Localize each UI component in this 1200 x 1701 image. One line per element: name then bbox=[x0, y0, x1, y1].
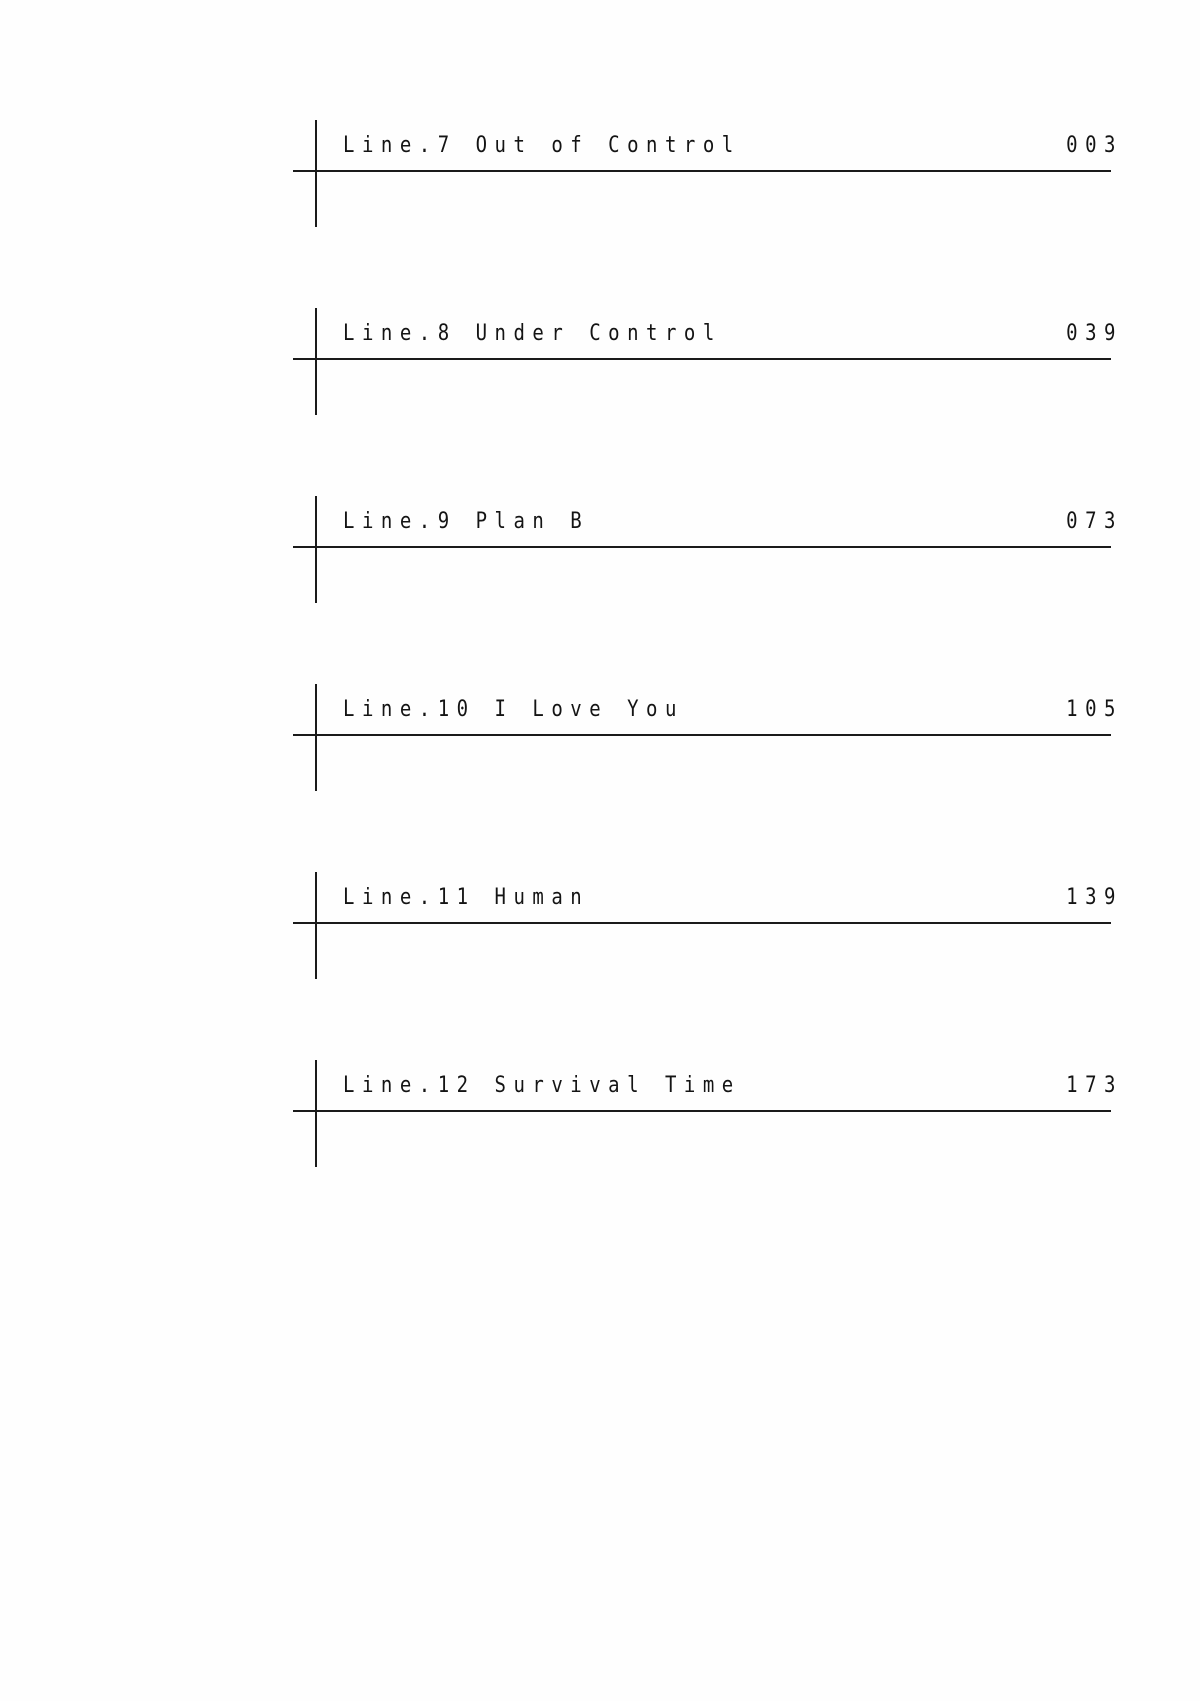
toc-entry-page-number: 139 bbox=[1066, 884, 1123, 910]
toc-entry-page-number: 105 bbox=[1066, 696, 1123, 722]
toc-entry-row bbox=[315, 1060, 1125, 1110]
toc-entry-title: Line.11 Human bbox=[343, 884, 590, 910]
toc-entry-title: Line.7 Out of Control bbox=[343, 132, 741, 158]
toc-entry-page-number: 173 bbox=[1066, 1072, 1123, 1098]
toc-entry-row bbox=[315, 684, 1125, 734]
toc-entry-page-number: 073 bbox=[1066, 508, 1123, 534]
entry-horizontal-rule bbox=[293, 170, 1111, 172]
toc-entry-row bbox=[315, 120, 1125, 170]
toc-entry-page-number: 003 bbox=[1066, 132, 1123, 158]
entry-horizontal-rule bbox=[293, 922, 1111, 924]
entry-horizontal-rule bbox=[293, 734, 1111, 736]
toc-entry-row bbox=[315, 872, 1125, 922]
entry-horizontal-rule bbox=[293, 358, 1111, 360]
toc-entry-title: Line.9 Plan B bbox=[343, 508, 590, 534]
toc-entry-row bbox=[315, 496, 1125, 546]
entry-horizontal-rule bbox=[293, 1110, 1111, 1112]
toc-entry-title: Line.8 Under Control bbox=[343, 320, 722, 346]
toc-entry[interactable] bbox=[315, 120, 1125, 308]
entry-horizontal-rule bbox=[293, 546, 1111, 548]
toc-entry[interactable] bbox=[315, 308, 1125, 496]
toc-entry[interactable] bbox=[315, 872, 1125, 1060]
toc-entry-row bbox=[315, 308, 1125, 358]
toc-entry-title: Line.10 I Love You bbox=[343, 696, 684, 722]
toc-entry-page-number: 039 bbox=[1066, 320, 1123, 346]
toc-entry[interactable] bbox=[315, 684, 1125, 872]
table-of-contents bbox=[315, 120, 1125, 1248]
toc-entry[interactable] bbox=[315, 1060, 1125, 1248]
toc-entry-title: Line.12 Survival Time bbox=[343, 1072, 741, 1098]
toc-entry[interactable] bbox=[315, 496, 1125, 684]
